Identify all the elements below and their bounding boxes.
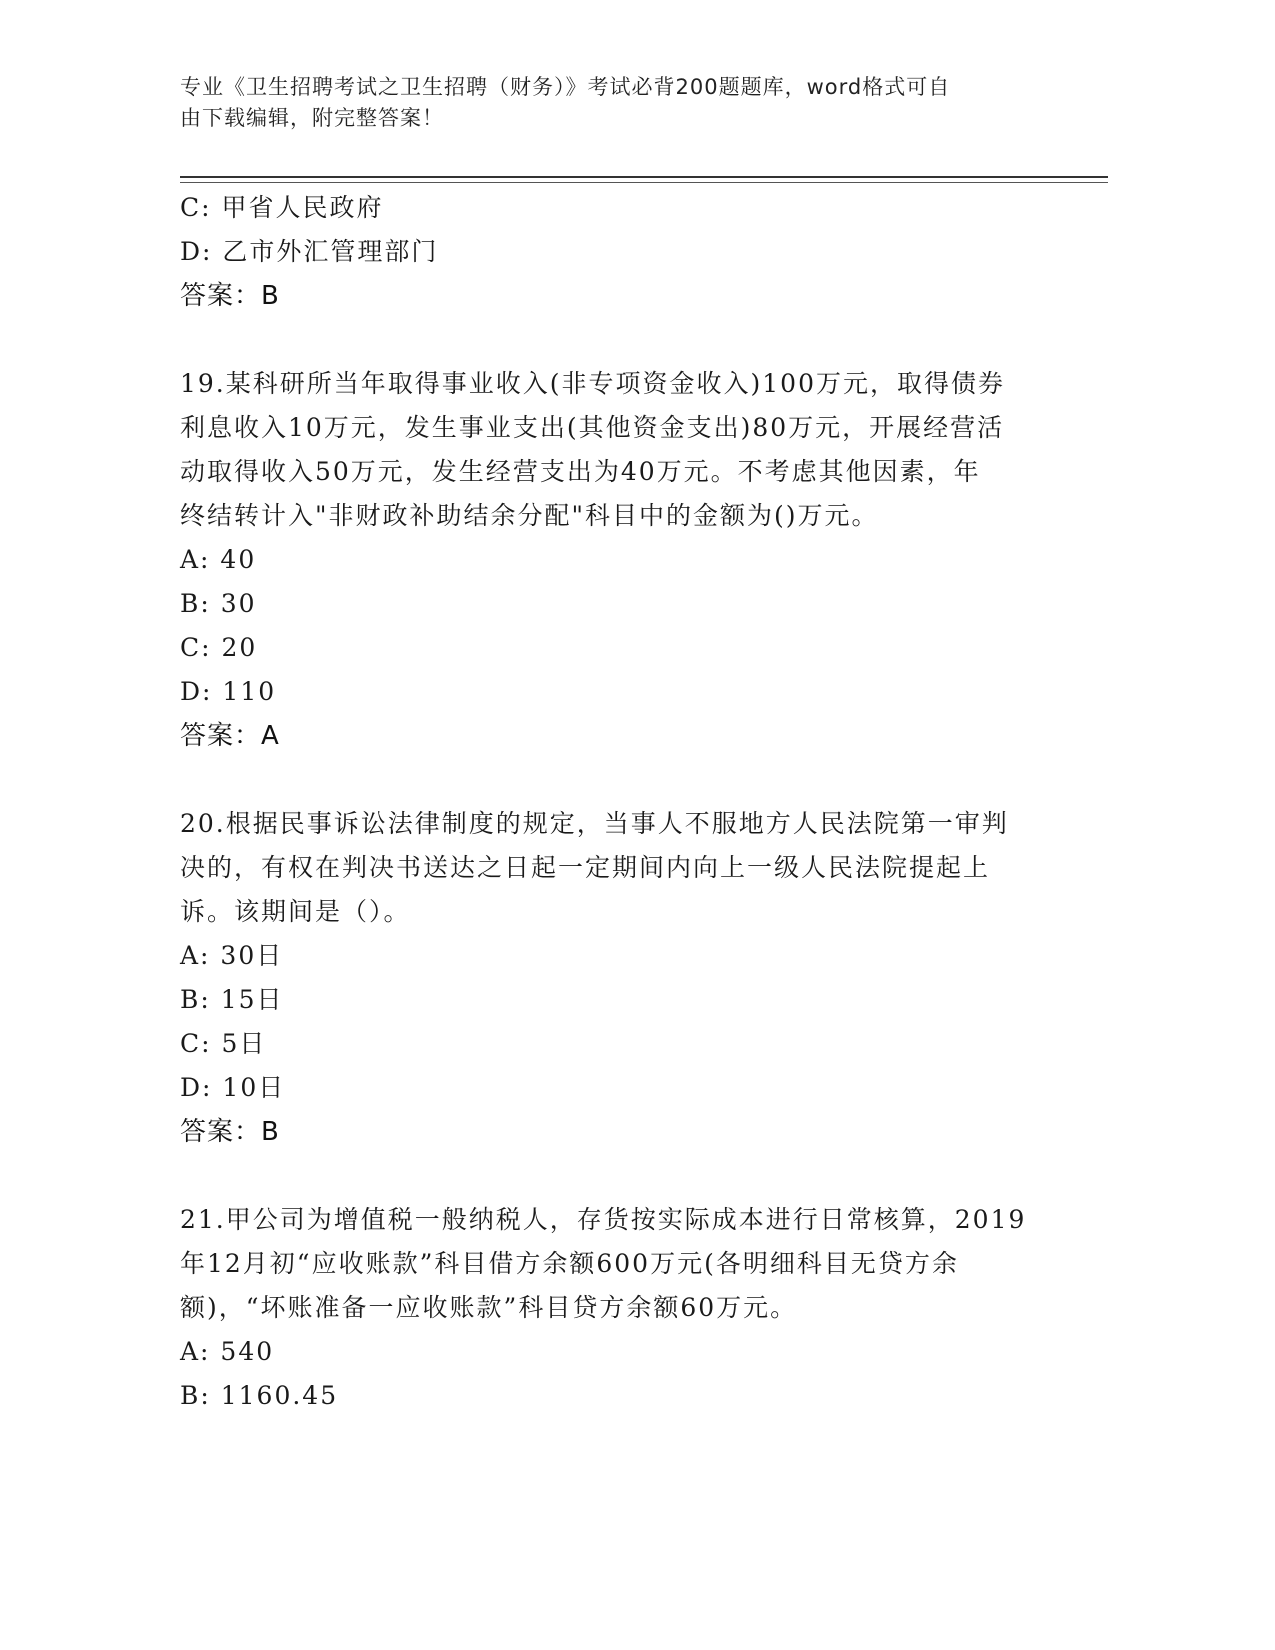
option-b: B: 30 — [180, 589, 257, 618]
option-d: D: 110 — [180, 677, 277, 706]
option-c: C: 甲省人民政府 — [180, 193, 384, 222]
question-line: 终结转计入"非财政补助结余分配"科目中的金额为()万元。 — [180, 501, 879, 530]
answer-line: 答案：B — [180, 1117, 280, 1147]
header-line-1: 专业《卫生招聘考试之卫生招聘（财务）》考试必背200题题库，word格式可自 — [180, 75, 951, 99]
header-line-2: 由下载编辑，附完整答案！ — [180, 106, 444, 130]
question-19 — [180, 362, 1060, 758]
answer-line: 答案：A — [180, 721, 280, 751]
option-b: B: 15日 — [180, 985, 284, 1014]
header-rule — [180, 176, 1108, 178]
question-text — [180, 1198, 1060, 1330]
spacer — [180, 758, 1060, 802]
question-line: 动取得收入50万元，发生经营支出为40万元。不考虑其他因素，年 — [180, 457, 981, 486]
question-21 — [180, 1198, 1060, 1418]
question-line: 21.甲公司为增值税一般纳税人，存货按实际成本进行日常核算，2019 — [180, 1205, 1027, 1234]
option-d: D: 乙市外汇管理部门 — [180, 237, 439, 266]
spacer — [180, 1154, 1060, 1198]
document-body — [180, 186, 1060, 1418]
question-20 — [180, 802, 1060, 1154]
option-b: B: 1160.45 — [180, 1381, 339, 1410]
header-rule-thin — [180, 182, 1108, 183]
question-line: 额)，“坏账准备一应收账款”科目贷方余额60万元。 — [180, 1293, 798, 1322]
option-a: A: 540 — [180, 1337, 275, 1366]
question-line: 年12月初“应收账款”科目借方余额600万元(各明细科目无贷方余 — [180, 1249, 959, 1278]
question-line: 20.根据民事诉讼法律制度的规定，当事人不服地方人民法院第一审判 — [180, 809, 1009, 838]
option-d: D: 10日 — [180, 1073, 286, 1102]
option-c: C: 5日 — [180, 1029, 267, 1058]
question-line: 诉。该期间是（）。 — [180, 897, 411, 926]
question-line: 利息收入10万元，发生事业支出(其他资金支出)80万元，开展经营活 — [180, 413, 1005, 442]
answer-line: 答案：B — [180, 281, 280, 311]
question-line: 19.某科研所当年取得事业收入(非专项资金收入)100万元，取得债券 — [180, 369, 1005, 398]
document-header — [180, 72, 1040, 134]
spacer — [180, 318, 1060, 362]
question-line: 决的，有权在判决书送达之日起一定期间内向上一级人民法院提起上 — [180, 853, 991, 882]
option-a: A: 30日 — [180, 941, 284, 970]
question-text — [180, 802, 1060, 934]
question-text — [180, 362, 1060, 538]
option-c: C: 20 — [180, 633, 258, 662]
option-a: A: 40 — [180, 545, 257, 574]
question-fragment — [180, 186, 1060, 318]
